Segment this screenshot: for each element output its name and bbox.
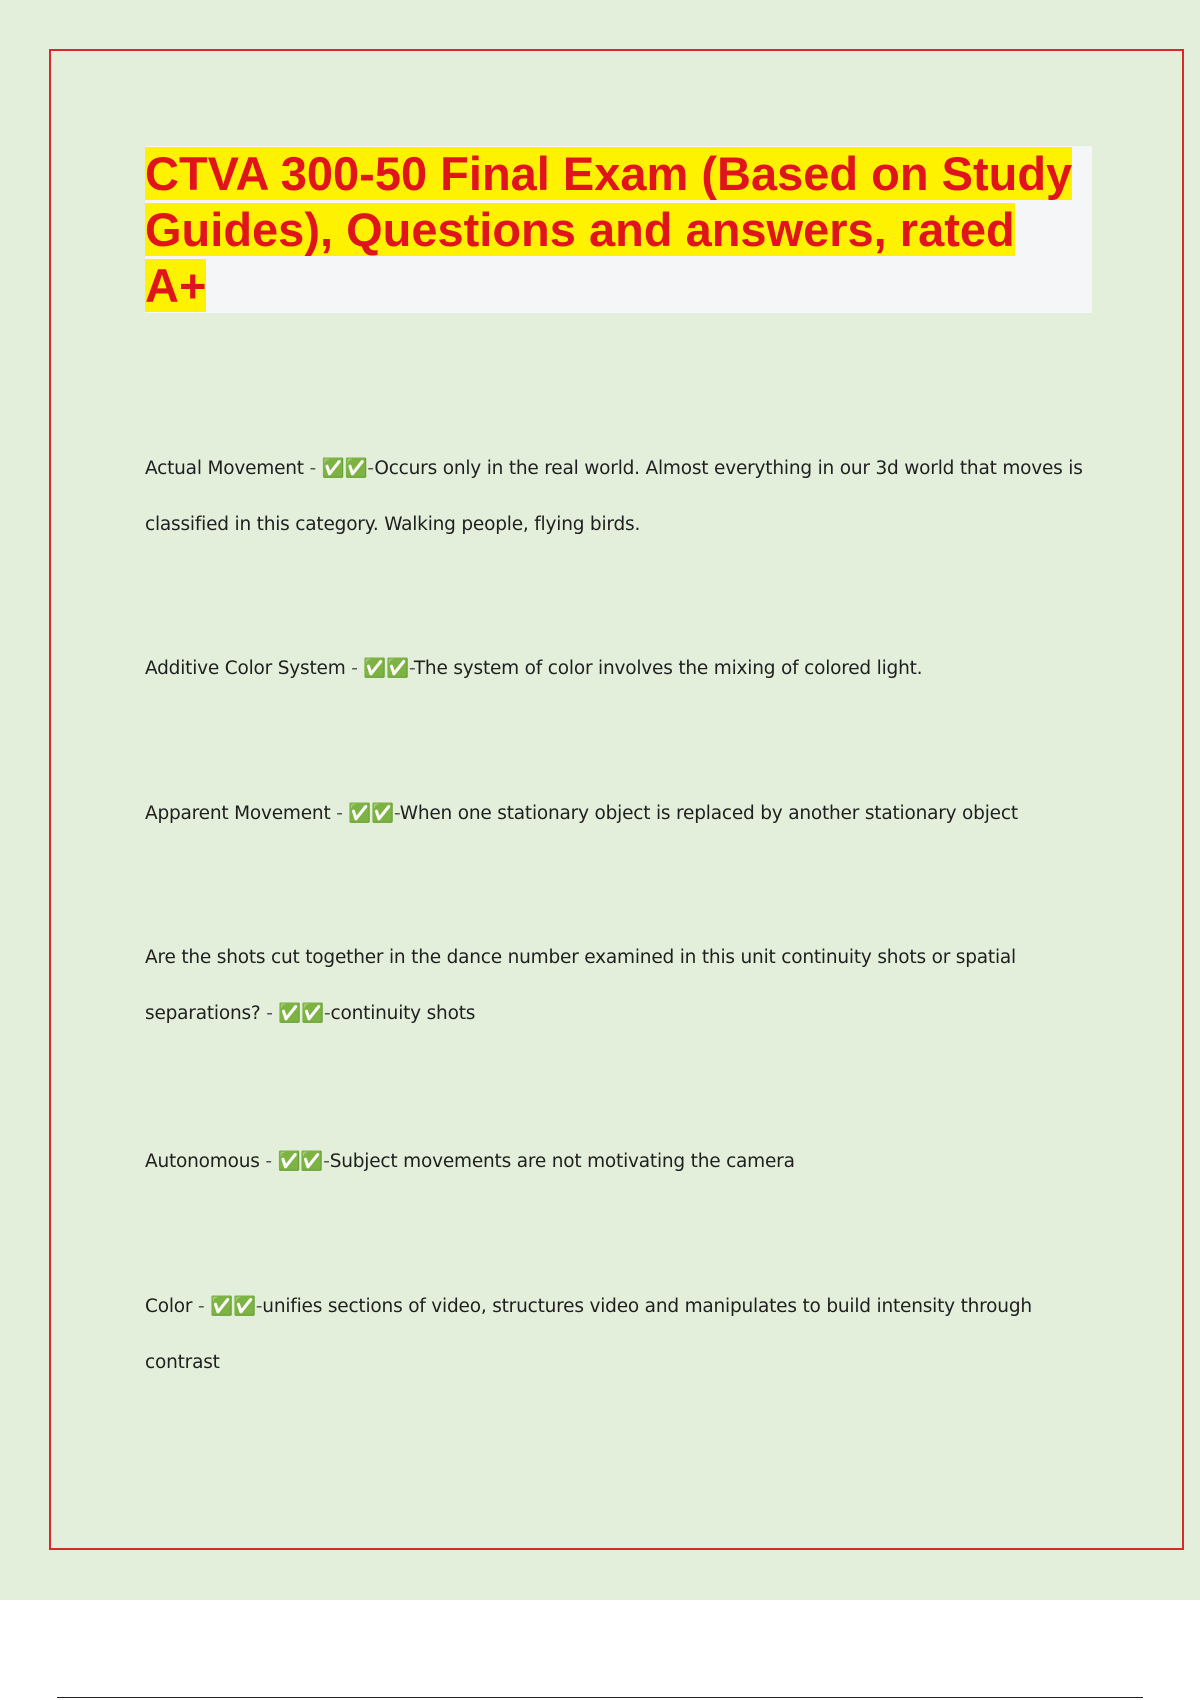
entry-definition: continuity shots xyxy=(330,1003,476,1024)
entry-color xyxy=(145,1279,1105,1391)
check-marks-icon: - ✅✅- xyxy=(259,1151,330,1172)
title-block xyxy=(145,146,1092,313)
title-highlight: CTVA 300-50 Final Exam (Based on Study Guides), Questions and answers, rated A+ xyxy=(145,147,1073,312)
document-title xyxy=(145,146,1085,314)
entry-apparent-movement xyxy=(145,786,1105,842)
entry-term: Autonomous xyxy=(145,1151,260,1172)
check-marks-icon: - ✅✅- xyxy=(192,1296,263,1317)
entry-continuity-question xyxy=(145,930,1105,1042)
check-marks-icon: - ✅✅- xyxy=(345,658,414,679)
entry-definition: Subject movements are not motivating the camera xyxy=(329,1151,795,1172)
entry-autonomous xyxy=(145,1134,1105,1190)
check-marks-icon: - ✅✅- xyxy=(260,1003,331,1024)
entry-definition: Occurs only in the real world. Almost everything in our 3d world that moves is classified in this category. Walking people, flying birds. xyxy=(145,458,1083,535)
entry-definition: The system of color involves the mixing of colored light. xyxy=(413,658,923,679)
entry-actual-movement xyxy=(145,441,1105,553)
entry-definition: unifies sections of video, structures video and manipulates to build intensity through contrast xyxy=(145,1296,1032,1373)
entry-term: Are the shots cut together in the dance number examined in this unit continuity shots or spatial separations? xyxy=(145,947,1016,1024)
entry-additive-color-system xyxy=(145,641,1105,697)
entry-term: Additive Color System xyxy=(145,658,346,679)
entry-term: Color xyxy=(145,1296,193,1317)
check-marks-icon: - ✅✅- xyxy=(330,803,400,824)
entry-definition: When one stationary object is replaced by another stationary object xyxy=(399,803,1018,824)
footer-rule xyxy=(57,1697,1143,1698)
entry-term: Apparent Movement xyxy=(145,803,331,824)
check-marks-icon: - ✅✅- xyxy=(303,458,375,479)
entry-term: Actual Movement xyxy=(145,458,304,479)
